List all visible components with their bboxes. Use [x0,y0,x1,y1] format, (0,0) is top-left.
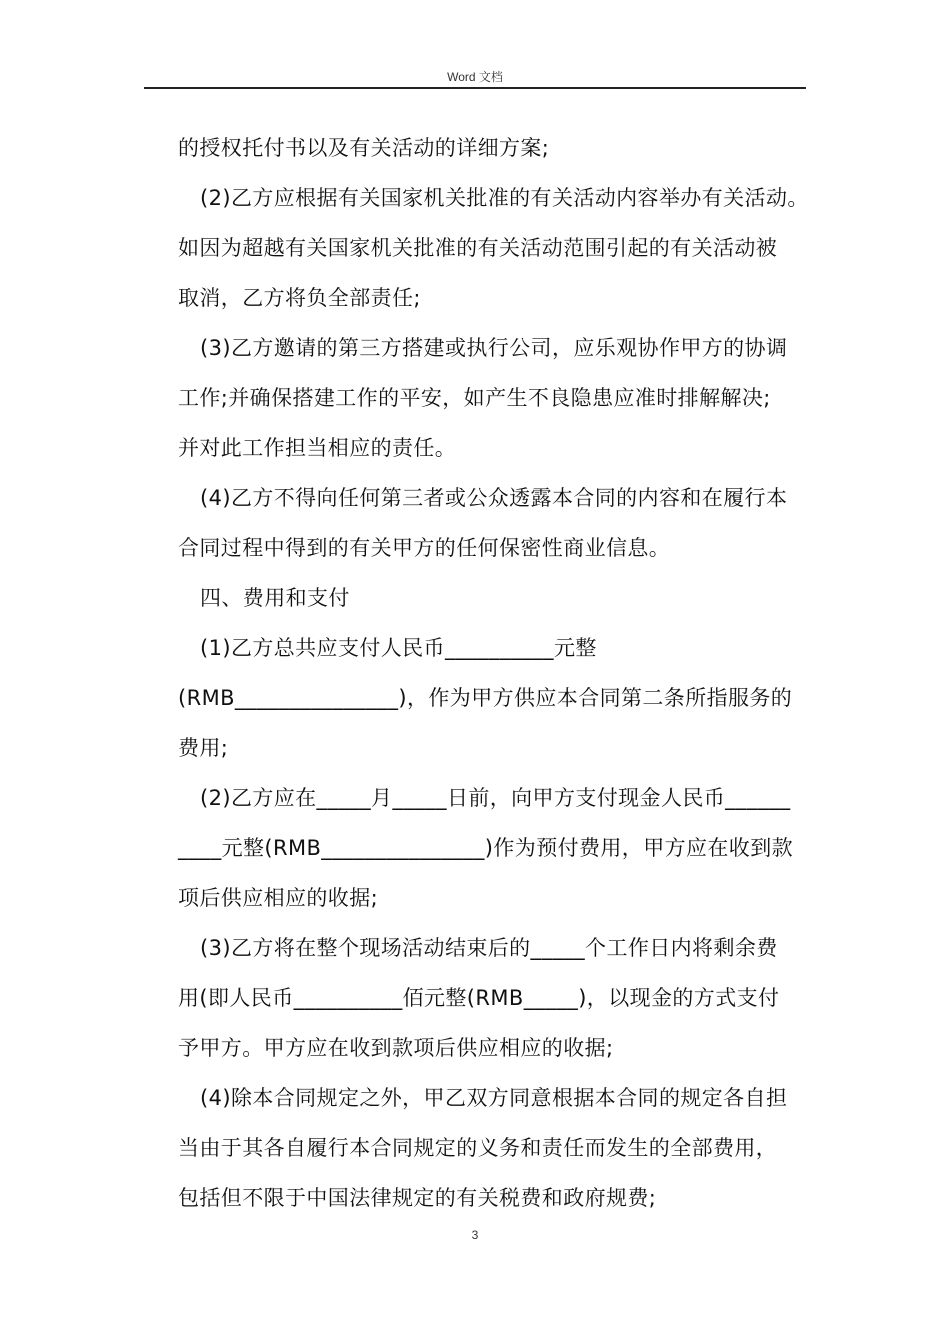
body-line: (4)除本合同规定之外，甲乙双方同意根据本合同的规定各自担 [200,1086,788,1110]
body-line: ____元整(RMB_______________)作为预付费用，甲方应在收到款 [178,836,794,860]
body-line: 取消，乙方将负全部责任; [178,286,421,310]
body-line: (3)乙方将在整个现场活动结束后的_____个工作日内将剩余费 [200,936,778,960]
body-line: 予甲方。甲方应在收到款项后供应相应的收据; [178,1036,614,1060]
body-line: 合同过程中得到的有关甲方的任何保密性商业信息。 [178,536,671,560]
body-line: (2)乙方应根据有关国家机关批准的有关活动内容举办有关活动。 [200,186,809,210]
body-line: (2)乙方应在_____月_____日前，向甲方支付现金人民币______ [200,786,791,810]
body-line: (4)乙方不得向任何第三者或公众透露本合同的内容和在履行本 [200,486,788,510]
body-line: (3)乙方邀请的第三方搭建或执行公司，应乐观协作甲方的协调 [200,336,788,360]
body-line: 如因为超越有关国家机关批准的有关活动范围引起的有关活动被 [178,236,778,260]
header-divider [144,87,806,89]
page-header: Word 文档 [447,70,503,84]
page-number: 3 [471,1228,479,1242]
body-line: (1)乙方总共应支付人民币__________元整 [200,636,597,660]
body-line: 工作;并确保搭建工作的平安，如产生不良隐患应准时排解解决; [178,386,771,410]
body-line: 当由于其各自履行本合同规定的义务和责任而发生的全部费用， [178,1136,778,1160]
section-heading: 四、费用和支付 [200,586,350,610]
body-line: 的授权托付书以及有关活动的详细方案; [178,136,550,160]
body-line: 用(即人民币__________佰元整(RMB_____)，以现金的方式支付 [178,986,780,1010]
document-body [178,128,818,1228]
body-line: (RMB_______________)，作为甲方供应本合同第二条所指服务的 [178,686,793,710]
body-line: 费用; [178,736,229,760]
body-line: 并对此工作担当相应的责任。 [178,436,457,460]
body-line: 包括但不限于中国法律规定的有关税费和政府规费; [178,1186,657,1210]
body-line: 项后供应相应的收据; [178,886,379,910]
